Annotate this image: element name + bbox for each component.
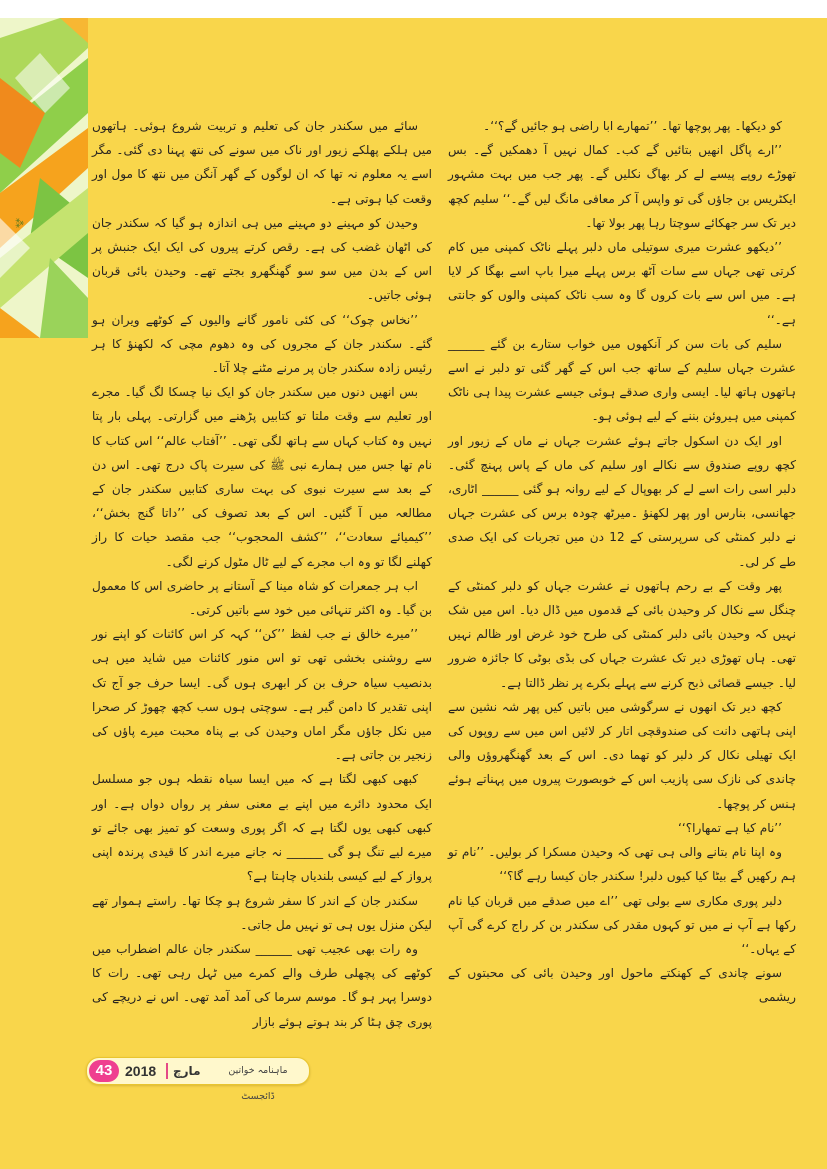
paragraph: سونے چاندی کے کھنکتے ماحول اور وحیدن بائی کی محبتوں کے ریشمی xyxy=(448,966,796,1005)
magazine-name: ماہنامہ خواتین ڈائجسٹ xyxy=(228,1065,288,1102)
paragraph: دلبر پوری مکاری سے بولی تھی ’’اے میں صدقے میں قربان کیا نام رکھا ہے آپ نے میں تو کہوں مقدر کی سکندر بن کر راج کرے گی آپ کے یہاں۔‘‘ xyxy=(448,893,796,956)
decorative-corner-graphic xyxy=(0,18,88,338)
paragraph: ’’نخاس چوک‘‘ کی کئی نامور گانے والیوں کے کوٹھے ویران ہو گئے۔ سکندر جان کے مجروں کی وہ دھوم مچی کہ لکھنؤ کا ہر رئیس زادہ سکندر جان پر مرنے مٹنے چلا آتا۔ xyxy=(92,312,432,376)
paragraph: ’’ارے پاگل انھیں بتائیں گے کب۔ کمال نہیں آ دھمکیں گے۔ بس تھوڑے روپے پیسے لے کر بھاگ نکلیں گے۔ پھر جب میں بہت مشہور ایکٹریس بن جاؤں گی تو واپس آ کر معافی مانگ لیں گے۔‘‘ سلیم کچھ دیر تک سر جھکائے سوچتا رہا پھر بولا تھا۔ xyxy=(448,143,796,230)
page-footer xyxy=(86,1054,308,1102)
svg-text:⁂: ⁂ xyxy=(13,218,24,228)
text-column-left xyxy=(92,114,432,1034)
page-number: 43 xyxy=(89,1060,119,1082)
paragraph: وہ رات بھی عجیب تھی ______ سکندر جان عالم اضطراب میں کوٹھے کی پچھلی طرف والے کمرے میں ٹہل رہی تھی۔ رات کا دوسرا پہر ہو گا۔ موسم سرما کی آمد آمد تھی۔ اس نے دریچے کی پوری چق ہٹا کر بند ہوتے ہوئے بازار xyxy=(92,941,432,1029)
paragraph: سکندر جان کے اندر کا سفر شروع ہو چکا تھا۔ راستے ہموار تھے لیکن منزل یوں ہی تو نہیں مل جاتی۔ xyxy=(92,893,432,932)
paragraph: سلیم کی بات سن کر آنکھوں میں خواب ستارے بن گئے ______ عشرت جہاں سلیم کے ساتھ جب اس کے گھر گئی تو دلبر نے اسے ہاتھوں ہاتھ لیا۔ ایسی واری صدقے ہوئی جیسے عشرت پیدا ہی ناٹک کمپنی میں ہیروئن بننے کے لیے ہوئی ہو۔ xyxy=(448,336,796,424)
paragraph: کو دیکھا۔ پھر پوچھا تھا۔ ’’تمھارے ابا راضی ہو جائیں گے؟‘‘۔ xyxy=(483,119,782,133)
paragraph: سائے میں سکندر جان کی تعلیم و تربیت شروع ہوئی۔ ہاتھوں میں ہلکے پھلکے زیور اور ناک میں سونے کی نتھ پہنا دی گئی۔ مگر اسے یہ معلوم نہ تھا کہ ان لوگوں کے گھر آنگن میں نتھ کا مول اور وقعت کیا ہوتی ہے۔ xyxy=(92,119,432,206)
magazine-page xyxy=(0,18,827,1169)
paragraph: اور ایک دن اسکول جاتے ہوئے عشرت جہاں نے ماں کے زیور اور کچھ روپے صندوق سے نکالے اور سلیم کی ماں کے پاس پہنچ گئی۔ دلبر اسی رات اسے لے کر بھوپال کے لیے روانہ ہو گئی ______ اٹاری، جھانسی، بنارس اور پھر لکھنؤ ۔میرٹھ چودہ برس کی عشرت جہاں نے دلبر کمنٹی کی سرپرستی کے 12 دن میں تجربات کی ایک صدی طے کر لی۔ xyxy=(448,433,796,569)
issue-month: مارچ xyxy=(173,1064,201,1078)
paragraph: کبھی کبھی لگتا ہے کہ میں ایسا سیاہ نقطہ ہوں جو مسلسل ایک محدود دائرے میں اپنے بے معنی سفر پر رواں دواں ہے۔ اور کبھی کبھی یوں لگتا ہے کہ اگر پوری وسعت کو تمیز بھی جائے تو میرے لیے تنگ ہو گی ______ نہ جانے میرے اندر کا قیدی پرندہ اپنی پرواز کے لیے کیسی بلندیاں چاہتا ہے؟ xyxy=(92,772,432,884)
paragraph: وہ اپنا نام بتانے والی ہی تھی کہ وحیدن مسکرا کر بولیں۔ ’’نام تو ہم رکھیں گے بیٹا کیا کیوں دلبر! سکندر جان کیسا رہے گا؟‘‘ xyxy=(448,845,796,884)
paragraph: کچھ دیر تک انھوں نے سرگوشی میں باتیں کیں پھر شہ نشین سے اپنی ہاتھی دانت کی صندوقچی اتار کر لائیں اس میں سے روپوں کی ایک تھیلی نکال کر دلبر کو تھما دی۔ اس کے بعد گھنگھروؤں والی چاندی کی نازک سی پازیب اس کے خوبصورت پیروں میں پہناتے ہوئے ہنس کر پوچھا۔ xyxy=(448,699,796,811)
text-column-right xyxy=(448,114,796,1010)
paragraph: ’’نام کیا ہے تمھارا؟‘‘ xyxy=(678,820,782,835)
paragraph: ’’میرے خالق نے جب لفظ ’’کن‘‘ کہہ کر اس کائنات کو اپنے نور سے روشنی بخشی تھی تو اس منور کائنات میں شاید میں ہی بدنصیب سیاہ حرف بن کر ابھری ہوں گی۔ ایسا حرف جو آج تک اپنی تقدیر کا دامن گیر ہے۔ سوچتی ہوں سب کچھ چھوڑ کر صحرا میں نکل جاؤں مگر اماں وحیدن کی بے پناہ محبت میرے پاؤں کی زنجیر بن جاتی ہے۔ xyxy=(92,627,432,763)
issue-year: 2018 xyxy=(125,1063,157,1079)
paragraph: اب ہر جمعرات کو شاہ مینا کے آستانے پر حاضری اس کا معمول بن گیا۔ وہ اکثر تنہائی میں خود سے باتیں کرتی۔ xyxy=(92,578,432,618)
paragraph: وحیدن کو مہینے دو مہینے میں ہی اندازہ ہو گیا کہ سکندر جان کی اٹھان غضب کی ہے۔ رقص کرتے پیروں کی ایک ایک جنبش پر اس کے بدن میں سو سو گھنگھرو بجتے تھے۔ وحیدن بائی قربان ہوئی جاتیں۔ xyxy=(92,215,432,303)
footer-badge xyxy=(86,1057,310,1102)
footer-divider xyxy=(166,1063,168,1079)
paragraph: ’’دیکھو عشرت میری سوتیلی ماں دلبر پہلے ناٹک کمپنی میں کام کرتی تھی جہاں سے سات آٹھ برس پہلے میرا باپ اسے بھگا کر لایا ہے۔ میں اس سے بات کروں گا وہ سب ناٹک کمپنی والوں کو جانتی ہے۔‘‘ xyxy=(448,240,796,327)
paragraph: بس انھیں دنوں میں سکندر جان کو ایک نیا چسکا لگ گیا۔ مجرے اور تعلیم سے وقت ملتا تو کتابیں پڑھنے میں گزارتی۔ پہلی بار پتا نہیں وہ کتاب کہاں سے ہاتھ لگی تھی۔ ’’آفتاب عالم‘‘ اس کتاب کا نام تھا جس میں ہمارے نبی ﷺ کی سیرت پاک درج تھی۔ اس دن کے بعد سے سیرت نبوی کی بہت ساری کتابیں سکندر جان کے مطالعہ میں آ گئیں۔ اس کے بعد تصوف کی ’’داتا گنج بخش‘‘، ’’کیمیائے سعادت‘‘، ’’کشف المحجوب‘‘ جب مقصد حیات کا راز کھلنے لگا تو وہ اب مجرے کے لیے ٹال مٹول کرنے لگی۔ xyxy=(92,385,432,569)
paragraph: پھر وقت کے بے رحم ہاتھوں نے عشرت جہاں کو دلبر کمنٹی کے چنگل سے نکال کر وحیدن بائی کے قدموں میں ڈال دیا۔ اس میں شک نہیں کہ وحیدن بائی دلبر کمنٹی کی طرح خود غرض اور ظالم نہیں تھی۔ ہاں تھوڑی دیر تک عشرت جہاں کی بڈی بوٹی کا جائزہ ضرور لیا۔ جیسے قصائی ذبح کرنے سے پہلے بکرے پر نظر ڈالتا ہے۔ xyxy=(448,578,796,690)
